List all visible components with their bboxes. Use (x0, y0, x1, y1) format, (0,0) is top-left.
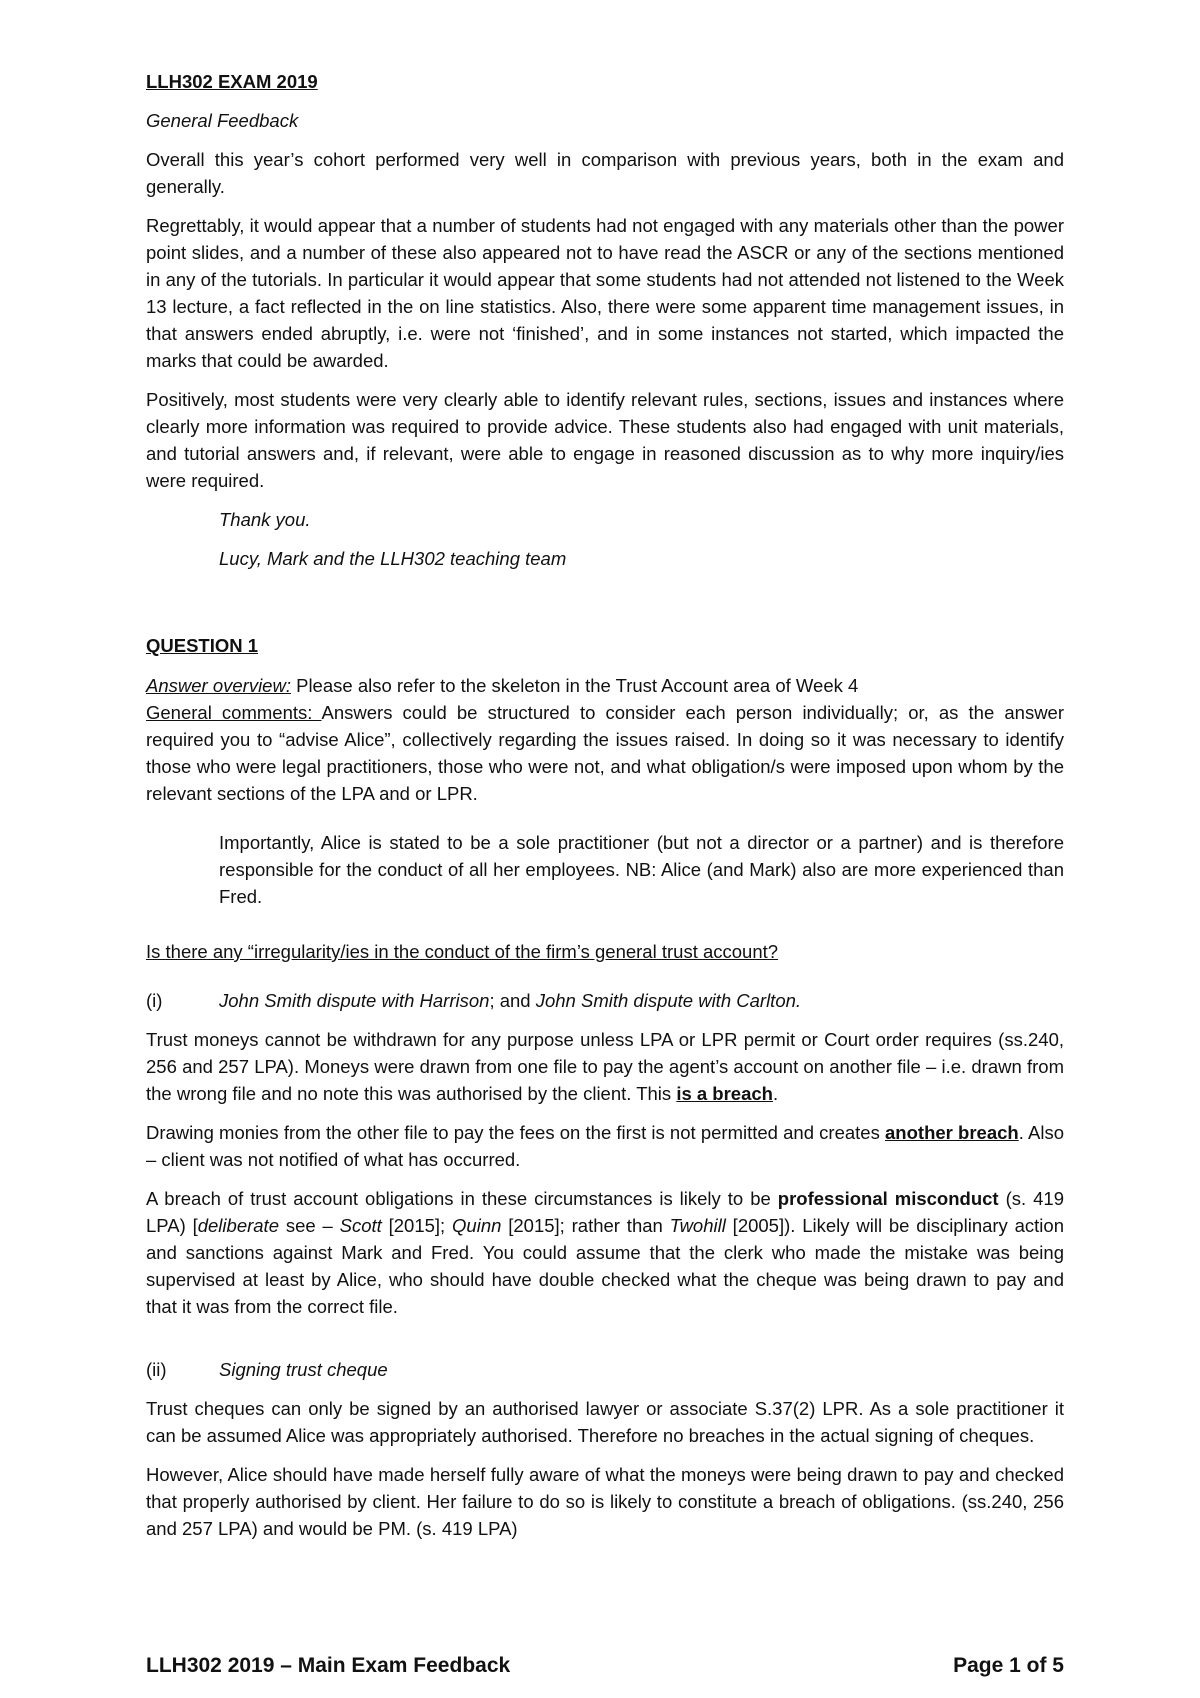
regrettably-paragraph: Regrettably, it would appear that a number of students had not engaged with any materials other than the power point slides, and a number of these also appeared not to have read the ASCR or any of the sections mentioned in any of the tutorials. In particular it would appear that some students had not attended not listened to the Week 13 lecture, a fact reflected in the on line statistics. Also, there were some apparent time management issues, in that answers ended abruptly, i.e. were not ‘finished’, and in some instances not started, which impacted the marks that could be awarded. (146, 215, 1064, 371)
text-run: [2015]; (381, 1215, 453, 1236)
answer-overview-label: Answer overview: (146, 675, 291, 696)
subsection-i-paragraph-2 (146, 1119, 1064, 1173)
document-title: LLH302 EXAM 2019 (146, 71, 318, 92)
general-comments-label: General comments: (146, 702, 322, 723)
text-run: [2005]). Likely will be disciplinary action and sanctions against Mark and Fred. You could assume that the clerk who made the mistake was being supervised at least by Alice, who should have double checked what the cheque was being drawn to pay and that it was from the correct file. (146, 1215, 1064, 1317)
question-1-heading: QUESTION 1 (146, 635, 259, 656)
general-comments (146, 699, 1064, 807)
answer-overview (146, 672, 1064, 699)
text-run: . (772, 1083, 779, 1104)
subsection-i-heading (146, 987, 1064, 1014)
breach-emphasis: is a breach (676, 1083, 773, 1104)
document-page (146, 68, 1064, 1554)
text-run: Drawing monies from the other file to pay the fees on the first is not permitted and creates (146, 1122, 886, 1143)
footer-page-number: Page 1 of 5 (953, 1654, 1064, 1677)
subsection-i-title-c: John Smith dispute with Carlton. (535, 990, 802, 1011)
subsection-i-title-b: ; and (489, 990, 536, 1011)
subsection-ii-heading (146, 1356, 1064, 1383)
professional-misconduct-emphasis: professional misconduct (777, 1188, 999, 1209)
text-run: [2015]; rather than (501, 1215, 670, 1236)
text-run: see – (279, 1215, 340, 1236)
subsection-i-number: (i) (146, 990, 163, 1011)
issue-question: Is there any “irregularity/ies in the conduct of the firm’s general trust account? (146, 941, 779, 962)
subsection-ii-paragraph-1: Trust cheques can only be signed by an authorised lawyer or associate S.37(2) LPR. As a sole practitioner it can be assumed Alice was appropriately authorised. Therefore no breaches in the actual signing of cheques. (146, 1398, 1064, 1446)
answer-overview-text: Please also refer to the skeleton in the Trust Account area of Week 4 (290, 675, 859, 696)
general-comments-text: Answers could be structured to consider each person individually; or, as the answer required you to “advise Alice”, collectively regarding the issues raised. In doing so it was necessary to identify those who were legal practitioners, those who were not, and what obligation/s were imposed upon whom by the relevant sections of the LPA and or LPR. (146, 702, 1065, 804)
subsection-i-title-a: John Smith dispute with Harrison (219, 990, 490, 1011)
footer-title: LLH302 2019 – Main Exam Feedback (146, 1654, 511, 1677)
text-run: Trust moneys cannot be withdrawn for any purpose unless LPA or LPR permit or Court order requires (ss.240, 256 and 257 LPA). Moneys were drawn from one file to pay the agent’s account on another file – i.e. drawn from the wrong file and no note this was authorised by the client. This (146, 1029, 1064, 1104)
subsection-ii-paragraph-2: However, Alice should have made herself fully aware of what the moneys were being drawn to pay and checked that properly authorised by client. Her failure to do so is likely to constitute a breach of obligations. (ss.240, 256 and 257 LPA) and would be PM. (s. 419 LPA) (146, 1464, 1064, 1539)
subsection-i-paragraph-1 (146, 1026, 1064, 1107)
another-breach-emphasis: another breach (885, 1122, 1019, 1143)
document-subtitle: General Feedback (146, 110, 299, 131)
subsection-i-paragraph-3 (146, 1185, 1064, 1320)
text-run: . Also – client was not notified of what has occurred. (146, 1122, 1064, 1170)
importantly-paragraph: Importantly, Alice is stated to be a sole practitioner (but not a director or a partner) and is therefore responsible for the conduct of all her employees. NB: Alice (and Mark) also are more experienced than Fred. (219, 832, 1064, 907)
text-run: (s. 419 LPA) [ (146, 1188, 1064, 1236)
thank-you-line: Thank you. (219, 509, 311, 530)
text-run: deliberate (197, 1215, 279, 1236)
case-name: Twohill (669, 1215, 726, 1236)
signoff-line: Lucy, Mark and the LLH302 teaching team (219, 548, 567, 569)
overview-paragraph: Overall this year’s cohort performed very well in comparison with previous years, both in the exam and generally. (146, 149, 1064, 197)
subsection-ii-title: Signing trust cheque (219, 1359, 388, 1380)
case-name: Quinn (452, 1215, 502, 1236)
subsection-ii-number: (ii) (146, 1359, 167, 1380)
positively-paragraph: Positively, most students were very clearly able to identify relevant rules, sections, issues and instances where clearly more information was required to provide advice. These students also had engaged with unit materials, and tutorial answers and, if relevant, were able to engage in reasoned discussion as to why more inquiry/ies were required. (146, 389, 1064, 491)
text-run: A breach of trust account obligations in these circumstances is likely to be (146, 1188, 778, 1209)
case-name: Scott (339, 1215, 382, 1236)
